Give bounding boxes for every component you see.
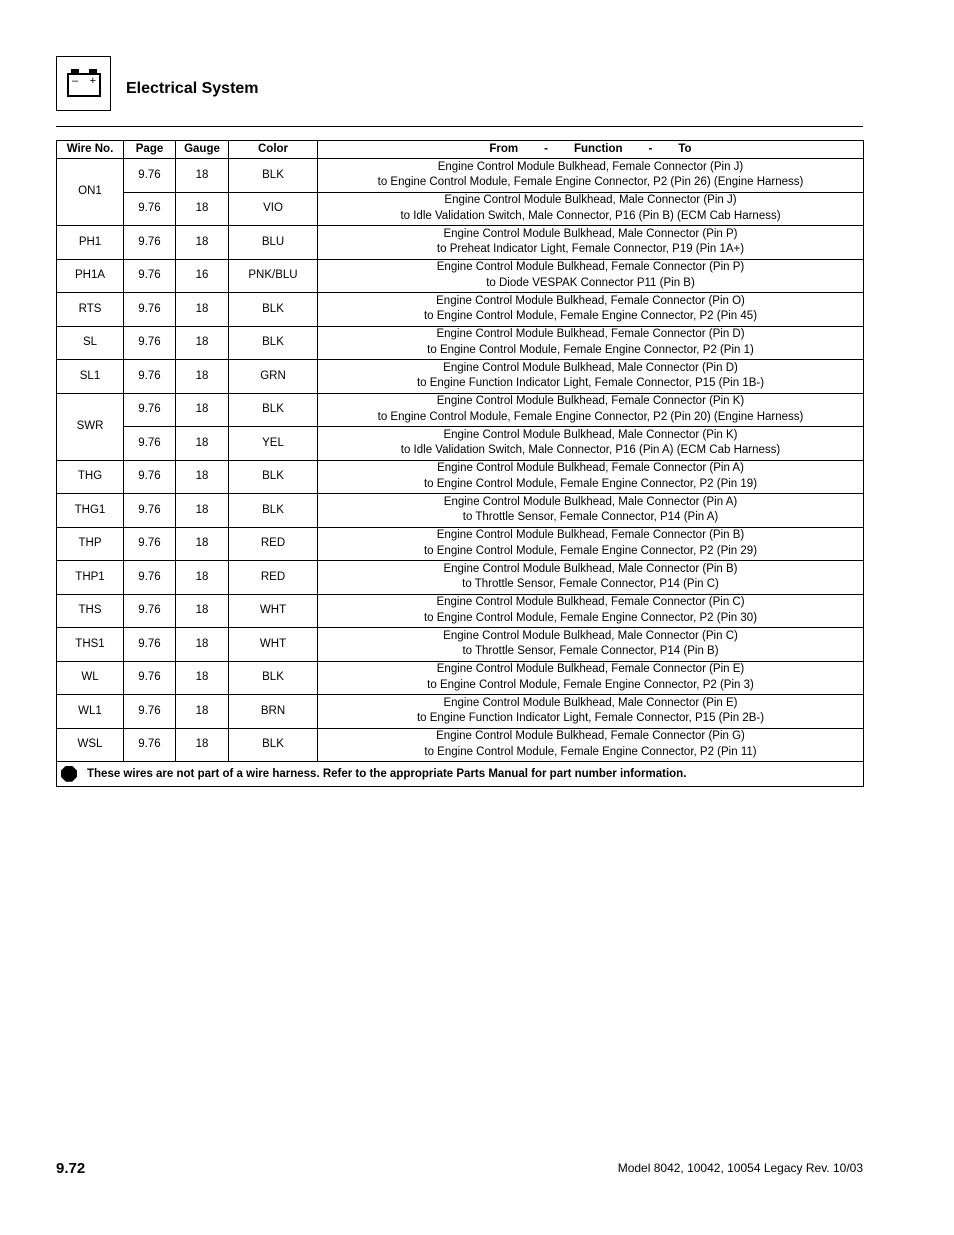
table-row — [57, 159, 864, 193]
cell-gauge: 18 — [176, 293, 229, 327]
cell-gauge: 18 — [176, 460, 229, 494]
function-from-line: Engine Control Module Bulkhead, Female Connector (Pin J) — [437, 160, 744, 173]
note-cell — [57, 762, 864, 787]
cell-function — [318, 159, 864, 193]
cell-gauge: 18 — [176, 226, 229, 260]
cell-gauge: 18 — [176, 192, 229, 226]
cell-function — [318, 427, 864, 461]
cell-gauge: 18 — [176, 561, 229, 595]
header-color: Color — [229, 141, 318, 159]
cell-gauge: 18 — [176, 494, 229, 528]
cell-wire-no: THP1 — [57, 561, 124, 595]
table-row — [57, 259, 864, 293]
cell-color: PNK/BLU — [229, 259, 318, 293]
cell-gauge: 18 — [176, 728, 229, 762]
cell-function — [318, 393, 864, 427]
function-to-line: to Engine Control Module, Female Engine Connector, P2 (Pin 3) — [427, 678, 754, 691]
function-to-line: to Throttle Sensor, Female Connector, P14 (Pin C) — [462, 578, 719, 591]
table-row — [57, 293, 864, 327]
function-to-line: to Throttle Sensor, Female Connector, P14 (Pin B) — [462, 645, 719, 658]
cell-gauge: 18 — [176, 326, 229, 360]
cell-color: BLK — [229, 326, 318, 360]
cell-wire-no: THG1 — [57, 494, 124, 528]
cell-wire-no: PH1 — [57, 226, 124, 260]
cell-wire-no: THS1 — [57, 628, 124, 662]
cell-function — [318, 728, 864, 762]
cell-color: BLK — [229, 460, 318, 494]
function-from-line: Engine Control Module Bulkhead, Female Connector (Pin P) — [436, 261, 745, 274]
function-from-line: Engine Control Module Bulkhead, Male Connector (Pin P) — [443, 227, 738, 240]
cell-wire-no: WSL — [57, 728, 124, 762]
table-row — [57, 393, 864, 427]
function-to-line: to Engine Control Module, Female Engine Connector, P2 (Pin 45) — [423, 310, 758, 323]
cell-page: 9.76 — [124, 561, 176, 595]
cell-gauge: 18 — [176, 393, 229, 427]
function-to-line: to Engine Control Module, Female Engine Connector, P2 (Pin 20) (Engine Harness) — [377, 410, 804, 423]
function-to-line: to Engine Control Module, Female Engine Connector, P2 (Pin 19) — [423, 477, 758, 490]
cell-function — [318, 661, 864, 695]
function-to-line: to Engine Control Module, Female Engine Connector, P2 (Pin 1) — [427, 343, 754, 356]
page-number: 9.72 — [56, 1160, 86, 1177]
header-page: Page — [124, 141, 176, 159]
cell-page: 9.76 — [124, 728, 176, 762]
note-text: These wires are not part of a wire harness. Refer to the appropriate Parts Manual for part number information. — [87, 767, 687, 780]
function-from-line: Engine Control Module Bulkhead, Female Connector (Pin C) — [436, 596, 745, 609]
function-to-line: to Engine Control Module, Female Engine Connector, P2 (Pin 29) — [423, 544, 758, 557]
function-from-line: Engine Control Module Bulkhead, Female Connector (Pin A) — [437, 462, 744, 475]
function-to-line: to Engine Control Module, Female Engine Connector, P2 (Pin 30) — [423, 611, 758, 624]
function-from-line: Engine Control Module Bulkhead, Female Connector (Pin E) — [436, 663, 745, 676]
table-row — [57, 527, 864, 561]
cell-color: BLK — [229, 293, 318, 327]
cell-wire-no: SL — [57, 326, 124, 360]
header-function — [318, 141, 864, 159]
cell-function — [318, 628, 864, 662]
cell-page: 9.76 — [124, 427, 176, 461]
cell-wire-no: SWR — [57, 393, 124, 460]
cell-color: BLK — [229, 159, 318, 193]
cell-wire-no: ON1 — [57, 159, 124, 226]
cell-color: BLK — [229, 728, 318, 762]
function-to-line: to Engine Control Module, Female Engine Connector, P2 (Pin 26) (Engine Harness) — [377, 176, 804, 189]
cell-function — [318, 527, 864, 561]
cell-function — [318, 326, 864, 360]
cell-function — [318, 360, 864, 394]
header-function-label: Function — [574, 142, 623, 155]
function-from-line: Engine Control Module Bulkhead, Male Connector (Pin D) — [443, 361, 738, 374]
cell-function — [318, 695, 864, 729]
cell-page: 9.76 — [124, 192, 176, 226]
function-to-line: to Engine Function Indicator Light, Female Connector, P15 (Pin 1B-) — [416, 377, 765, 390]
table-row — [57, 561, 864, 595]
cell-page: 9.76 — [124, 360, 176, 394]
cell-function — [318, 226, 864, 260]
table-row — [57, 661, 864, 695]
function-to-line: to Idle Validation Switch, Male Connector, P16 (Pin B) (ECM Cab Harness) — [400, 209, 781, 222]
cell-function — [318, 460, 864, 494]
function-from-line: Engine Control Module Bulkhead, Female Connector (Pin B) — [436, 529, 745, 542]
function-from-line: Engine Control Module Bulkhead, Female Connector (Pin O) — [436, 294, 745, 307]
cell-page: 9.76 — [124, 326, 176, 360]
cell-color: GRN — [229, 360, 318, 394]
table-row — [57, 494, 864, 528]
header-separator: - — [648, 142, 653, 155]
battery-minus-sign: – — [72, 75, 79, 87]
function-to-line: to Engine Function Indicator Light, Female Connector, P15 (Pin 2B-) — [416, 712, 765, 725]
header-wire-no: Wire No. — [57, 141, 124, 159]
cell-page: 9.76 — [124, 460, 176, 494]
cell-page: 9.76 — [124, 661, 176, 695]
function-to-line: to Throttle Sensor, Female Connector, P14 (Pin A) — [462, 511, 719, 524]
battery-terminal-positive — [89, 69, 97, 74]
header-gauge: Gauge — [176, 141, 229, 159]
function-from-line: Engine Control Module Bulkhead, Male Connector (Pin B) — [443, 562, 738, 575]
cell-color: BLU — [229, 226, 318, 260]
cell-page: 9.76 — [124, 695, 176, 729]
cell-function — [318, 293, 864, 327]
cell-function — [318, 494, 864, 528]
battery-icon — [67, 73, 101, 97]
cell-wire-no: THP — [57, 527, 124, 561]
battery-terminal-negative — [71, 69, 79, 74]
cell-color: BLK — [229, 393, 318, 427]
cell-page: 9.76 — [124, 494, 176, 528]
table-row — [57, 728, 864, 762]
cell-wire-no: WL — [57, 661, 124, 695]
table-row — [57, 226, 864, 260]
cell-page: 9.76 — [124, 226, 176, 260]
cell-gauge: 18 — [176, 695, 229, 729]
table-row — [57, 695, 864, 729]
function-to-line: to Engine Control Module, Female Engine Connector, P2 (Pin 11) — [424, 745, 757, 758]
cell-gauge: 18 — [176, 159, 229, 193]
function-to-line: to Idle Validation Switch, Male Connector, P16 (Pin A) (ECM Cab Harness) — [400, 444, 781, 457]
section-title: Electrical System — [126, 80, 259, 97]
header-separator: - — [544, 142, 548, 155]
cell-function — [318, 259, 864, 293]
function-from-line: Engine Control Module Bulkhead, Female Connector (Pin K) — [436, 395, 745, 408]
cell-function — [318, 594, 864, 628]
cell-gauge: 18 — [176, 628, 229, 662]
cell-gauge: 18 — [176, 661, 229, 695]
function-from-line: Engine Control Module Bulkhead, Female Connector (Pin G) — [436, 730, 745, 743]
cell-color: BLK — [229, 494, 318, 528]
cell-gauge: 18 — [176, 360, 229, 394]
function-to-line: to Preheat Indicator Light, Female Connector, P19 (Pin 1A+) — [436, 243, 745, 256]
cell-color: BLK — [229, 661, 318, 695]
table-header-row — [57, 141, 864, 159]
table-row — [57, 628, 864, 662]
cell-page: 9.76 — [124, 259, 176, 293]
cell-wire-no: WL1 — [57, 695, 124, 729]
table-row — [57, 594, 864, 628]
cell-color: VIO — [229, 192, 318, 226]
cell-wire-no: SL1 — [57, 360, 124, 394]
cell-page: 9.76 — [124, 527, 176, 561]
cell-gauge: 16 — [176, 259, 229, 293]
function-from-line: Engine Control Module Bulkhead, Male Connector (Pin E) — [443, 696, 738, 709]
table-row — [57, 427, 864, 461]
cell-color: YEL — [229, 427, 318, 461]
cell-color: RED — [229, 561, 318, 595]
table-row — [57, 460, 864, 494]
cell-page: 9.76 — [124, 393, 176, 427]
table-row — [57, 326, 864, 360]
battery-icon-box — [56, 56, 111, 111]
footer-model: Model 8042, 10042, 10054 Legacy Rev. 10/03 — [617, 1161, 863, 1175]
function-to-line: to Diode VESPAK Connector P11 (Pin B) — [486, 276, 695, 289]
function-from-line: Engine Control Module Bulkhead, Female Connector (Pin D) — [436, 328, 745, 341]
wire-table — [56, 140, 864, 787]
cell-page: 9.76 — [124, 628, 176, 662]
cell-color: WHT — [229, 594, 318, 628]
note-row — [57, 762, 864, 787]
header-from: From — [489, 142, 519, 155]
function-from-line: Engine Control Module Bulkhead, Male Connector (Pin C) — [443, 629, 738, 642]
function-from-line: Engine Control Module Bulkhead, Male Connector (Pin K) — [443, 428, 738, 441]
cell-color: WHT — [229, 628, 318, 662]
table-row — [57, 192, 864, 226]
cell-page: 9.76 — [124, 293, 176, 327]
cell-wire-no: THS — [57, 594, 124, 628]
cell-page: 9.76 — [124, 594, 176, 628]
table-row — [57, 360, 864, 394]
battery-plus-sign: + — [89, 75, 96, 87]
header-to: To — [678, 142, 692, 155]
function-from-line: Engine Control Module Bulkhead, Male Connector (Pin J) — [444, 194, 737, 207]
function-from-line: Engine Control Module Bulkhead, Male Connector (Pin A) — [443, 495, 738, 508]
cell-wire-no: THG — [57, 460, 124, 494]
cell-function — [318, 561, 864, 595]
cell-wire-no: RTS — [57, 293, 124, 327]
cell-gauge: 18 — [176, 594, 229, 628]
header-divider — [56, 126, 863, 127]
cell-gauge: 18 — [176, 427, 229, 461]
cell-color: BRN — [229, 695, 318, 729]
cell-page: 9.76 — [124, 159, 176, 193]
cell-function — [318, 192, 864, 226]
hexagon-note-icon — [61, 766, 77, 782]
cell-wire-no: PH1A — [57, 259, 124, 293]
cell-gauge: 18 — [176, 527, 229, 561]
cell-color: RED — [229, 527, 318, 561]
